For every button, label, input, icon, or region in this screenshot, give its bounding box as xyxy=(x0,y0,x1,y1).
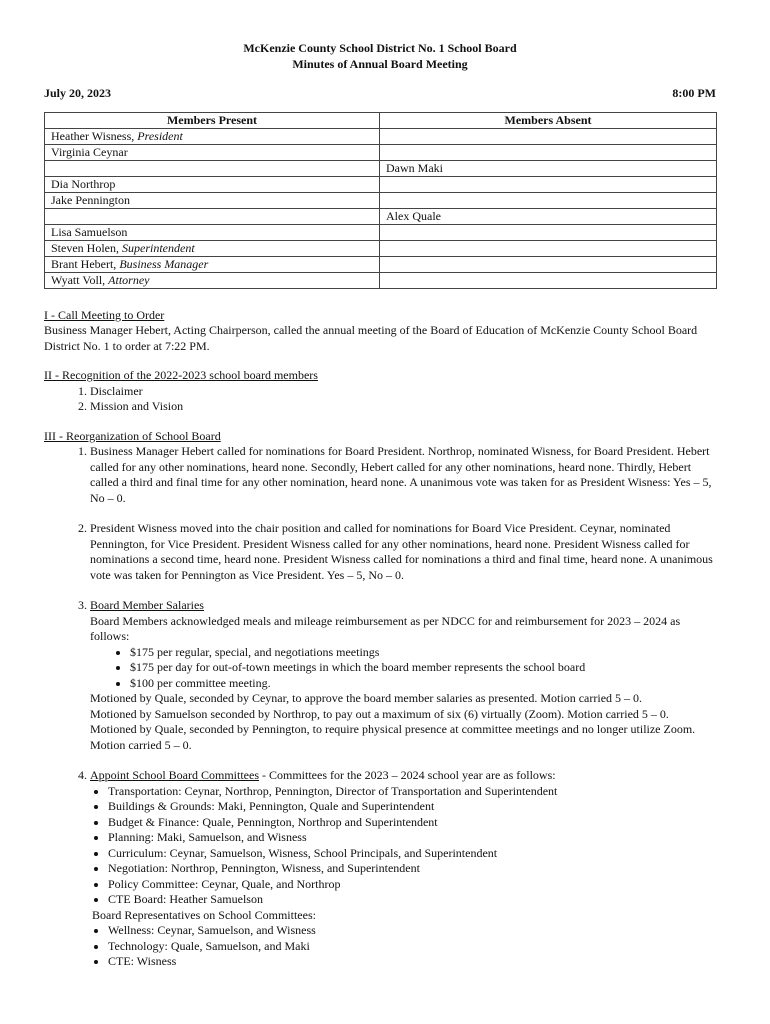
salaries-bullets xyxy=(90,645,716,692)
present-cell xyxy=(45,256,380,272)
member-name: Jake Pennington xyxy=(51,192,130,207)
member-name: Brant Hebert, xyxy=(51,256,120,271)
absent-cell: Dawn Maki xyxy=(380,160,717,176)
absent-cell xyxy=(380,272,717,288)
list-item: • Wellness: Ceynar, Samuelson, and Wisness xyxy=(108,923,716,939)
present-header: Members Present xyxy=(45,112,380,128)
list-item: • CTE: Wisness xyxy=(108,954,716,970)
salaries-heading: 3. Board Member Salaries xyxy=(90,598,204,612)
table-row xyxy=(45,176,717,192)
document-title xyxy=(44,40,716,72)
list-item: 1. Disclaimer xyxy=(90,384,716,400)
present-cell xyxy=(45,272,380,288)
committees-heading: Appoint School Board Committees xyxy=(90,768,259,782)
member-name: Steven Holen, xyxy=(51,240,122,255)
attendance-header-row xyxy=(45,112,717,128)
absent-cell xyxy=(380,144,717,160)
present-cell xyxy=(45,176,380,192)
present-cell xyxy=(45,224,380,240)
minutes-page xyxy=(44,40,716,970)
list-item: • Policy Committee: Ceynar, Quale, and Northrop xyxy=(108,877,716,893)
reorganization-list xyxy=(44,444,716,970)
member-name: Wyatt Voll, xyxy=(51,272,109,287)
list-item: • Transportation: Ceynar, Northrop, Pennington, Director of Transportation and Superintendent xyxy=(108,784,716,800)
section-recognition xyxy=(44,368,716,415)
absent-cell xyxy=(380,256,717,272)
member-role: President xyxy=(137,128,183,143)
list-item: 2. Mission and Vision xyxy=(90,399,716,415)
date-line xyxy=(44,86,716,102)
table-row xyxy=(45,192,717,208)
recognition-list xyxy=(44,384,716,415)
motion-text: Motioned by Quale, seconded by Ceynar, to approve the board member salaries as presented. Motion carried 5 – 0. xyxy=(90,691,643,705)
present-cell xyxy=(45,240,380,256)
vice-president-election-text: 2. President Wisness moved into the chair position and called for nominations for Board Vice President. Ceynar, nominated Pennington, for Vice President. President Wisness called for any other nominations, heard none. President Wisness called for nominations a second time, heard none. President Wisness called for nominations a third and final time, heard none. A unanimous vote was taken for Pennington as Vice President. Yes – 5, No – 0. xyxy=(90,521,713,582)
list-item: • $100 per committee meeting. xyxy=(130,676,716,692)
member-name: Lisa Samuelson xyxy=(51,224,128,239)
table-row xyxy=(45,240,717,256)
meeting-date: July 20, 2023 xyxy=(44,86,112,100)
member-name: Virginia Ceynar xyxy=(51,144,128,159)
section-heading: II - Recognition of the 2022-2023 school board members xyxy=(44,368,318,382)
title-line-2: Minutes of Annual Board Meeting xyxy=(292,57,468,71)
list-item xyxy=(90,768,716,970)
member-name: Dia Northrop xyxy=(51,176,116,191)
section-reorganization xyxy=(44,429,716,970)
list-item xyxy=(90,444,716,506)
list-item: • $175 per regular, special, and negotiations meetings xyxy=(130,645,716,661)
section-heading: I - Call Meeting to Order xyxy=(44,307,165,322)
section-call-to-order xyxy=(44,308,716,355)
present-cell xyxy=(45,144,380,160)
member-role: Superintendent xyxy=(122,240,195,255)
present-cell xyxy=(45,160,380,176)
title-line-1: McKenzie County School District No. 1 School Board xyxy=(243,41,517,55)
president-election-text: 1. Business Manager Hebert called for nominations for Board President. Northrop, nominated Wisness, for Board President. Hebert called for any other nominations, heard none. Secondly, Hebert called for any other nominations, heard none. Thirdly, Hebert called a third and final time for any other nomination, heard none. A unanimous vote was taken for as President Wisness: Yes – 5, No – 0. xyxy=(90,444,712,505)
list-item: • Budget & Finance: Quale, Pennington, Northrop and Superintendent xyxy=(108,815,716,831)
list-item: • Buildings & Grounds: Maki, Pennington, Quale and Superintendent xyxy=(108,799,716,815)
present-cell xyxy=(45,208,380,224)
section-text: Business Manager Hebert, Acting Chairperson, called the annual meeting of the Board of Education of McKenzie County School Board District No. 1 to order at 7:22 PM. xyxy=(44,323,698,353)
member-role: Attorney xyxy=(108,272,150,287)
present-cell xyxy=(45,192,380,208)
meeting-time: 8:00 PM xyxy=(672,86,716,100)
list-item: • CTE Board: Heather Samuelson xyxy=(108,892,716,908)
salaries-intro: Board Members acknowledged meals and mileage reimbursement as per NDCC for and reimbursement for 2023 – 2024 as follows: xyxy=(90,613,681,643)
list-item: • Curriculum: Ceynar, Samuelson, Wisness, School Principals, and Superintendent xyxy=(108,846,716,862)
absent-cell xyxy=(380,192,717,208)
absent-cell xyxy=(380,128,717,144)
present-cell xyxy=(45,128,380,144)
list-item xyxy=(90,598,716,753)
table-row xyxy=(45,160,717,176)
absent-cell xyxy=(380,176,717,192)
committees-bullets xyxy=(90,784,716,908)
list-item: • Negotiation: Northrop, Pennington, Wisness, and Superintendent xyxy=(108,861,716,877)
motion-text: Motioned by Samuelson seconded by Northrop, to pay out a maximum of six (6) virtually (Zoom). Motion carried 5 – 0. xyxy=(90,706,669,721)
committees-intro-line xyxy=(90,768,716,784)
absent-cell xyxy=(380,224,717,240)
attendance-table xyxy=(44,112,717,289)
member-role: Business Manager xyxy=(119,256,209,271)
table-row xyxy=(45,272,717,288)
list-item: • $175 per day for out-of-town meetings in which the board member represents the school board xyxy=(130,660,716,676)
list-item: • Planning: Maki, Samuelson, and Wisness xyxy=(108,830,716,846)
member-name: Heather Wisness, xyxy=(51,128,138,143)
committees-intro: - Committees for the 2023 – 2024 school year are as follows: xyxy=(259,768,556,782)
absent-cell: Alex Quale xyxy=(380,208,717,224)
absent-cell xyxy=(380,240,717,256)
table-row xyxy=(45,256,717,272)
list-item: • Technology: Quale, Samuelson, and Maki xyxy=(108,939,716,955)
section-heading: III - Reorganization of School Board xyxy=(44,428,221,443)
absent-header: Members Absent xyxy=(380,112,717,128)
representatives-heading: Board Representatives on School Committees: xyxy=(92,907,316,922)
representatives-bullets xyxy=(90,923,716,970)
table-row xyxy=(45,128,717,144)
list-item xyxy=(90,521,716,583)
motion-text: Motioned by Quale, seconded by Pennington, to require physical presence at committee meetings and no longer utilize Zoom. Motion carried 5 – 0. xyxy=(90,722,696,752)
table-row xyxy=(45,208,717,224)
table-row xyxy=(45,144,717,160)
table-row xyxy=(45,224,717,240)
